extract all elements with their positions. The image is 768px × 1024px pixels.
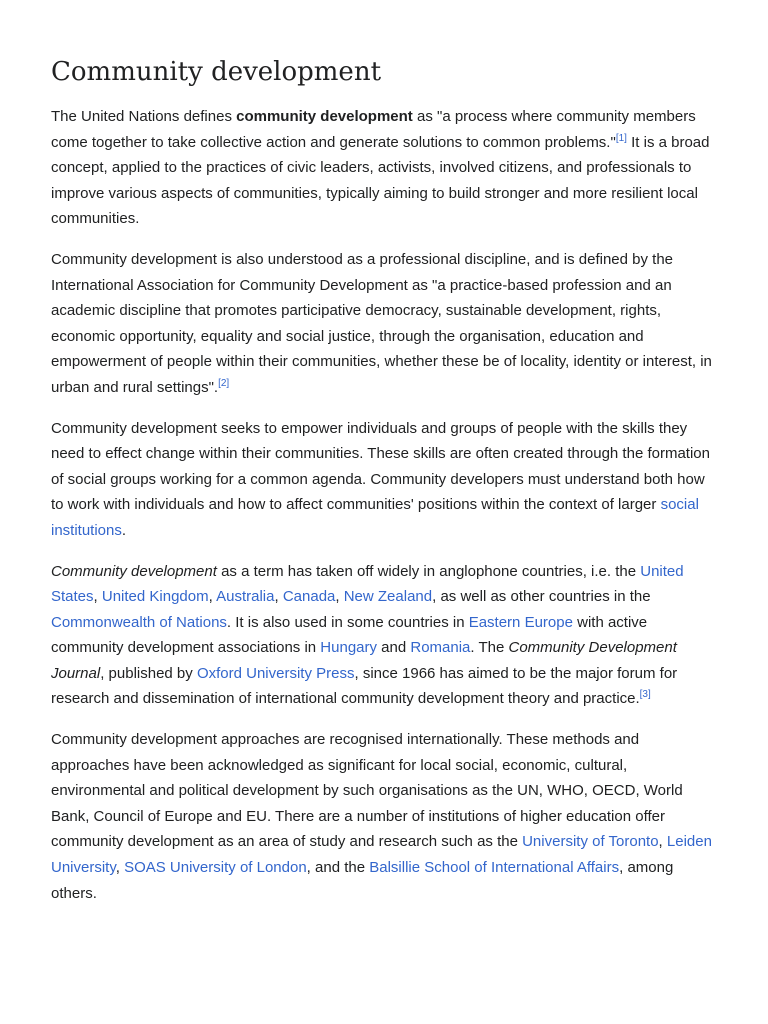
- link-united-states[interactable]: United States: [51, 562, 684, 606]
- text-span: and: [377, 639, 411, 657]
- text-span: ,: [93, 588, 102, 606]
- text-span: Community development approaches are recognised internationally. These methods and approaches have been acknowledged as significant for local social, economic, cultural, environmental and political development by such organisations as the UN, WHO, OECD, World Bank, Council of Europe and EU. There are a number of institutions of higher education offer community development as an area of study and research such as the: [51, 731, 683, 851]
- link-soas[interactable]: SOAS University of London: [124, 859, 307, 877]
- link-hungary[interactable]: Hungary: [320, 639, 377, 657]
- link-new-zealand[interactable]: New Zealand: [343, 588, 433, 606]
- text-span: . The: [470, 639, 509, 657]
- reference-link-1[interactable]: [1]: [615, 132, 627, 144]
- text-span: Community development seeks to empower individuals and groups of people with the skills they need to effect change within their communities. These skills are often created through the formation of social groups working for a common agenda. Community developers must understand both how to work with individuals and how to affect communities' positions within the context of larger: [51, 419, 710, 514]
- text-span: Community development is also understood as a professional discipline, and is defined by the International Association for Community Development as "a practice-based profession and an academic discipline that promotes participative democracy, sustainable development, rights, economic opportunity, equality and social justice, through the organisation, education and empowerment of people within their communities, whether these be of locality, identity or interest, in urban and rural settings".: [51, 250, 712, 396]
- link-eastern-europe[interactable]: Eastern Europe: [468, 613, 573, 631]
- reference-1: [616, 133, 627, 144]
- text-span: , since 1966 has aimed to be the major forum for research and dissemination of international community development theory and practice.: [51, 664, 678, 708]
- reference-link-3[interactable]: [3]: [639, 689, 651, 701]
- page-title: Community development: [51, 57, 382, 87]
- text-span: ,: [115, 859, 125, 877]
- link-united-kingdom[interactable]: United Kingdom: [101, 588, 209, 606]
- article-body: [51, 104, 719, 921]
- text-span: It is a broad concept, applied to the practices of civic leaders, activists, involved citizens, and professionals to improve various aspects of communities, typically aiming to build stronger and more resilient local communities.: [51, 133, 710, 228]
- link-romania[interactable]: Romania: [410, 639, 471, 657]
- link-oxford-university-press[interactable]: Oxford University Press: [196, 664, 355, 682]
- text-span: ,: [335, 588, 344, 606]
- text-span: ,: [274, 588, 283, 606]
- text-span: The United Nations defines: [51, 108, 237, 125]
- text-span: with active community development associations in: [51, 613, 648, 657]
- text-span: ,: [208, 588, 217, 606]
- reference-link-2[interactable]: [2]: [218, 377, 230, 389]
- paragraph-empowerment: [51, 416, 719, 544]
- text-span: , published by: [100, 664, 197, 682]
- link-commonwealth[interactable]: Commonwealth of Nations: [51, 613, 227, 631]
- reference-2: [218, 378, 229, 389]
- link-university-of-toronto[interactable]: University of Toronto: [522, 833, 659, 851]
- link-social-institutions[interactable]: social institutions: [51, 496, 699, 539]
- link-leiden-university[interactable]: Leiden University: [51, 833, 712, 877]
- text-span: , and the: [306, 859, 370, 877]
- text-span: , among others.: [51, 859, 674, 902]
- reference-3: [640, 689, 651, 700]
- paragraph-professional-discipline: [51, 247, 719, 401]
- italic-term: Community development: [51, 562, 217, 580]
- text-span: .: [121, 521, 127, 539]
- text-span: , as well as other countries in the: [432, 588, 651, 606]
- paragraph-term-usage: [51, 559, 719, 713]
- link-australia[interactable]: Australia: [216, 588, 275, 606]
- text-span: ,: [658, 833, 667, 851]
- text-span: . It is also used in some countries in: [226, 613, 469, 631]
- link-balsillie-school[interactable]: Balsillie School of International Affairs: [369, 859, 620, 877]
- bold-term: community development: [236, 108, 413, 125]
- text-span: as a term has taken off widely in anglophone countries, i.e. the: [216, 562, 641, 580]
- link-canada[interactable]: Canada: [282, 588, 336, 606]
- italic-journal-title: Community Development Journal: [51, 639, 677, 682]
- text-span: as "a process where community members come together to take collective action and generate solutions to common problems.": [51, 108, 696, 151]
- paragraph-international-recognition: [51, 727, 719, 906]
- paragraph-intro: [51, 104, 719, 232]
